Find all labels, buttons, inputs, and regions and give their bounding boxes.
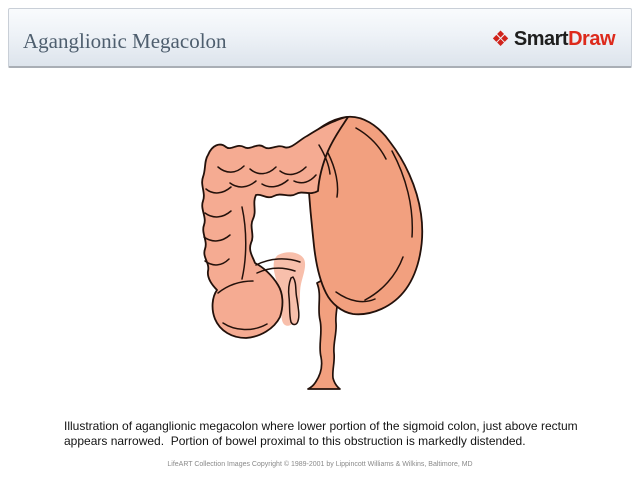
caption-text: Illustration of aganglionic megacolon where lower portion of the sigmoid colon, just above rectum appears narrowed. Portion of bowel proximal to this obstruction is markedly distended. — [64, 419, 581, 448]
copyright-line: LifeART Collection Images Copyright © 1989-2001 by Lippincott Williams & Wilkins, Baltimore, MD — [167, 461, 473, 468]
colon-illustration — [160, 95, 460, 415]
smartdraw-diamond-icon: ❖ — [491, 28, 510, 51]
smartdraw-logo — [491, 24, 615, 51]
logo-text-draw: Draw — [568, 28, 615, 50]
colon-illustration-svg — [160, 95, 460, 415]
header-bar — [8, 8, 632, 68]
page-title: Aganglionic Megacolon — [23, 29, 227, 53]
logo-text-smart: Smart — [513, 28, 569, 50]
